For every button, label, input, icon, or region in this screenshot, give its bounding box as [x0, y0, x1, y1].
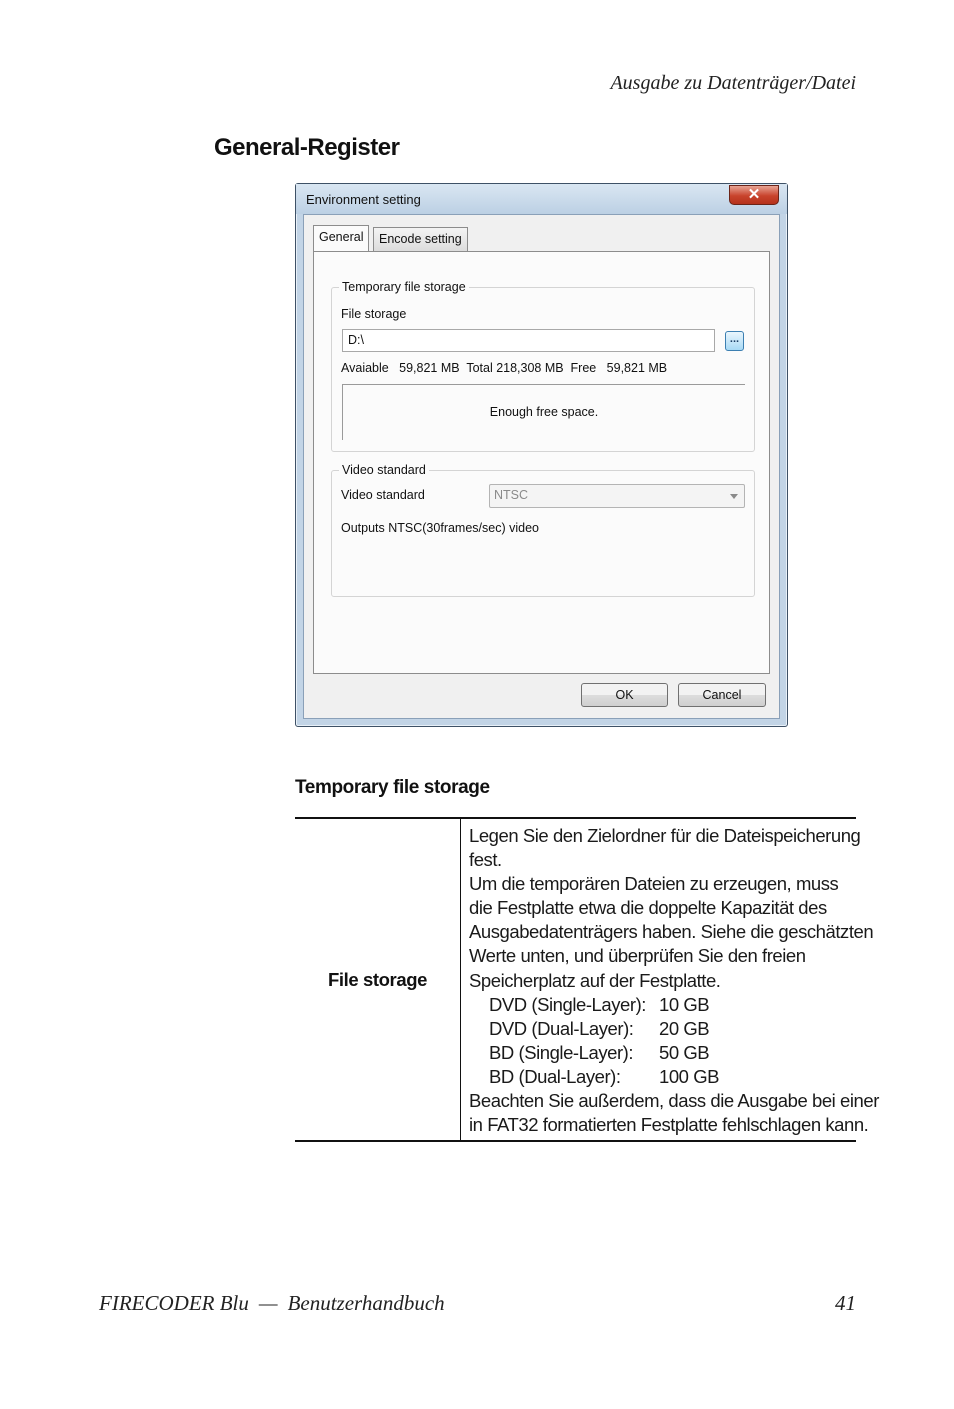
video-standard-label: Video standard [341, 488, 425, 502]
video-standard-group [331, 463, 755, 597]
description-line: in FAT32 formatierten Festplatte fehlschlagen kann. [469, 1114, 869, 1136]
description-line: Ausgabedatenträgers haben. Siehe die geschätzten [469, 921, 874, 943]
footer-manual: Benutzerhandbuch [287, 1291, 445, 1315]
close-button[interactable]: ✕ [729, 185, 779, 205]
footer-separator: — [258, 1291, 278, 1315]
description-line: Werte unten, und überprüfen Sie den freien [469, 945, 806, 967]
table-row-label: File storage [327, 969, 428, 990]
tab-panel-general [313, 251, 770, 674]
group-legend-video-standard: Video standard [339, 463, 429, 477]
table-column-divider [460, 819, 461, 1140]
capacity-media: DVD (Dual-Layer): [489, 1017, 634, 1039]
file-storage-label: File storage [341, 307, 407, 321]
temporary-file-storage-group [331, 280, 755, 452]
capacity-row [469, 1041, 854, 1065]
group-legend-temporary-file-storage: Temporary file storage [339, 280, 469, 294]
capacity-media: BD (Dual-Layer): [489, 1065, 621, 1087]
ok-button[interactable]: OK [581, 683, 668, 707]
table-heading: Temporary file storage [295, 777, 490, 798]
capacity-media: BD (Single-Layer): [489, 1041, 634, 1063]
capacity-size: 20 GB [659, 1017, 710, 1039]
capacity-size: 10 GB [659, 993, 710, 1015]
capacity-size: 50 GB [659, 1041, 710, 1063]
capacity-row [469, 1065, 854, 1089]
running-head: Ausgabe zu Datenträger/Datei [610, 72, 856, 94]
capacity-size: 100 GB [659, 1065, 720, 1087]
description-line: die Festplatte etwa die doppelte Kapazität des [469, 897, 827, 919]
dialog-client-area [303, 214, 780, 719]
dialog-titlebar [296, 184, 787, 214]
file-storage-table [295, 817, 879, 1142]
capacity-row [469, 1017, 854, 1041]
free-space-message-box [342, 384, 745, 440]
dialog-title: Environment setting [306, 192, 421, 207]
section-heading: General-Register [214, 134, 400, 161]
capacity-row [469, 993, 854, 1017]
free-space-message: Enough free space. [489, 405, 599, 419]
chevron-down-icon [730, 494, 738, 499]
tab-general[interactable]: General [313, 225, 369, 251]
environment-setting-dialog [295, 183, 788, 727]
page-number: 41 [835, 1291, 856, 1315]
description-line: Um die temporären Dateien zu erzeugen, muss [469, 873, 839, 895]
video-standard-select[interactable] [489, 484, 745, 508]
browse-folder-button[interactable]: ... [725, 331, 744, 351]
description-line: Beachten Sie außerdem, dass die Ausgabe bei einer [469, 1090, 879, 1112]
file-storage-path-input[interactable]: D:\ [342, 329, 715, 352]
description-line: Legen Sie den Zielordner für die Dateispeicherung [469, 825, 861, 846]
cancel-button[interactable]: Cancel [678, 683, 766, 707]
footer-product: FIRECODER Blu [99, 1291, 249, 1315]
footer-title [99, 1291, 445, 1316]
table-description [469, 824, 879, 1137]
capacity-media: DVD (Single-Layer): [489, 993, 646, 1015]
video-standard-selected-value: NTSC [494, 488, 529, 502]
description-line: Speicherplatz auf der Festplatte. [469, 969, 721, 991]
tab-encode-setting[interactable]: Encode setting [373, 227, 468, 251]
video-standard-description: Outputs NTSC(30frames/sec) video [341, 521, 539, 535]
disk-space-info: Avaiable 59,821 MB Total 218,308 MB Free 59,821 MB [341, 361, 668, 375]
description-line: fest. [469, 849, 502, 871]
